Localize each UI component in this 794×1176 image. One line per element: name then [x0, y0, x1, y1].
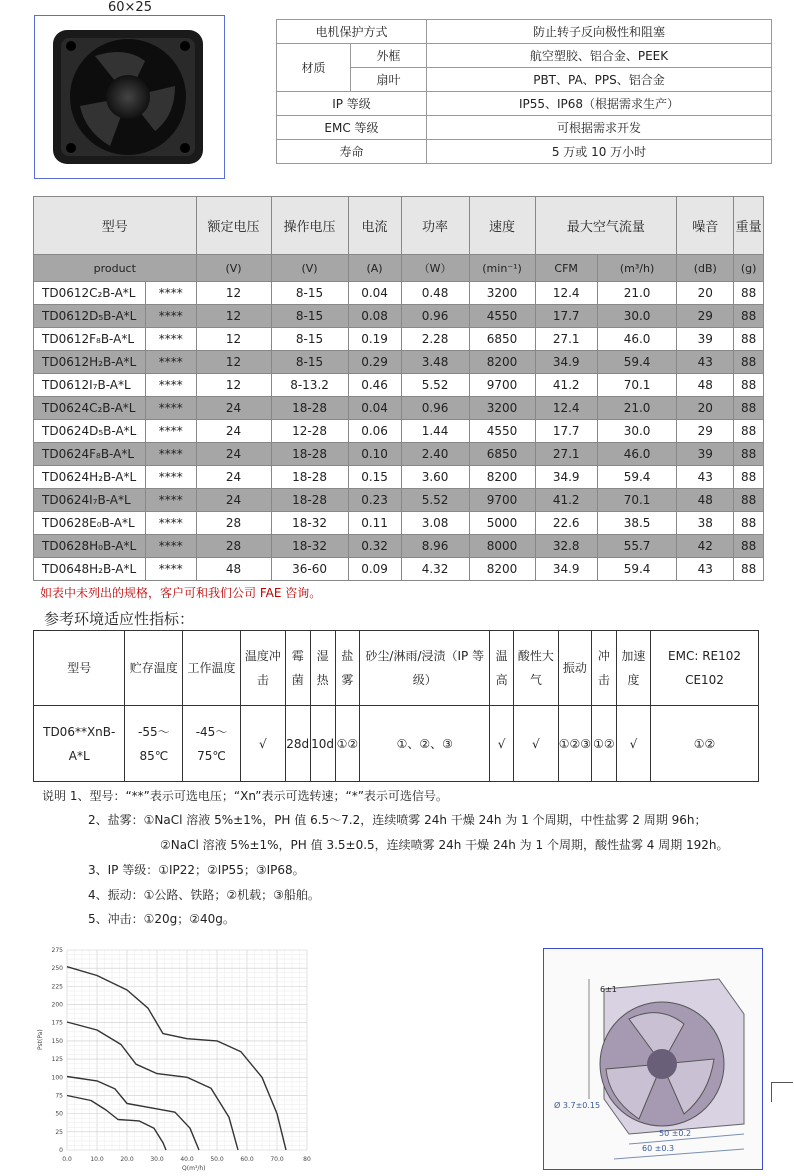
value-cell: 46.0	[597, 328, 677, 351]
value-cell: 88	[734, 558, 764, 581]
env-col: 冲击	[592, 631, 617, 706]
table-row	[34, 305, 764, 328]
env-cell: √	[240, 706, 285, 782]
value-cell: 24	[196, 420, 271, 443]
value-cell: 6850	[469, 328, 535, 351]
env-cell: 28d	[285, 706, 310, 782]
dim-60: 60 ±0.3	[642, 1144, 675, 1153]
value-cell: 30.0	[597, 305, 677, 328]
protection-table	[276, 19, 772, 164]
table-row	[34, 420, 764, 443]
value-cell: 0.32	[348, 535, 401, 558]
unit: (m³/h)	[597, 255, 677, 282]
value-cell: 24	[196, 397, 271, 420]
unit: (V)	[196, 255, 271, 282]
table-row	[34, 512, 764, 535]
value-cell: 70.1	[597, 374, 677, 397]
model-cell: TD0624C₂B-A*L	[34, 397, 146, 420]
value-cell: 21.0	[597, 397, 677, 420]
value-cell: 88	[734, 466, 764, 489]
unit: (V)	[271, 255, 348, 282]
value-cell: 3.60	[401, 466, 469, 489]
value-cell: 43	[677, 558, 734, 581]
env-cell: ①、②、③	[360, 706, 490, 782]
value-cell: 5000	[469, 512, 535, 535]
y-tick-label: 50	[55, 1110, 63, 1118]
value-cell: 17.7	[535, 305, 597, 328]
value-cell: 2.28	[401, 328, 469, 351]
value-cell: 70.1	[597, 489, 677, 512]
col-speed: 速度	[469, 197, 535, 255]
model-cell: TD0624D₅B-A*L	[34, 420, 146, 443]
value-cell: 8-15	[271, 282, 348, 305]
x-tick-label: 40.0	[180, 1156, 194, 1163]
value-cell: 55.7	[597, 535, 677, 558]
model-cell: TD0624F₈B-A*L	[34, 443, 146, 466]
code-cell: ****	[146, 351, 197, 374]
unit: (min⁻¹)	[469, 255, 535, 282]
label: EMC 等级	[277, 116, 427, 140]
value-cell: 20	[677, 397, 734, 420]
value-cell: 3.08	[401, 512, 469, 535]
value-cell: 46.0	[597, 443, 677, 466]
value-cell: 0.09	[348, 558, 401, 581]
y-tick-label: 100	[51, 1074, 63, 1082]
env-cell: -45～75℃	[183, 706, 241, 782]
value-cell: 48	[677, 374, 734, 397]
value-cell: 18-28	[271, 443, 348, 466]
value-cell: 4550	[469, 420, 535, 443]
y-tick-label: 150	[51, 1037, 63, 1045]
col-power: 功率	[401, 197, 469, 255]
value: PBT、PA、PPS、铝合金	[427, 68, 772, 92]
value-cell: 36-60	[271, 558, 348, 581]
value-cell: 88	[734, 443, 764, 466]
value-cell: 88	[734, 282, 764, 305]
col-operating-voltage: 操作电压	[271, 197, 348, 255]
y-tick-label: 225	[51, 983, 63, 991]
model-cell: TD0612C₂B-A*L	[34, 282, 146, 305]
value-cell: 12	[196, 305, 271, 328]
note-5: 5、冲击：①20g；②40g。	[88, 912, 235, 926]
code-cell: ****	[146, 443, 197, 466]
code-cell: ****	[146, 535, 197, 558]
value-cell: 12.4	[535, 282, 597, 305]
value-cell: 8200	[469, 466, 535, 489]
value: 防止转子反向极性和阻塞	[427, 20, 772, 44]
code-cell: ****	[146, 466, 197, 489]
value-cell: 0.04	[348, 282, 401, 305]
value-cell: 8-15	[271, 351, 348, 374]
value-cell: 12	[196, 351, 271, 374]
red-note: 如表中未列出的规格，客户可和我们公司 FAE 咨询。	[40, 586, 322, 600]
value-cell: 88	[734, 420, 764, 443]
value-cell: 0.15	[348, 466, 401, 489]
env-col: 振动	[558, 631, 591, 706]
value-cell: 0.46	[348, 374, 401, 397]
value-cell: 30.0	[597, 420, 677, 443]
dim-6: 6±1	[600, 985, 617, 994]
col-model: 型号	[34, 197, 197, 255]
model-cell: TD0612D₅B-A*L	[34, 305, 146, 328]
value-cell: 0.96	[401, 397, 469, 420]
col-airflow: 最大空气流量	[535, 197, 677, 255]
header-row	[34, 197, 764, 255]
env-col: 霉菌	[285, 631, 310, 706]
code-cell: ****	[146, 489, 197, 512]
value-cell: 3200	[469, 397, 535, 420]
value-cell: 17.7	[535, 420, 597, 443]
value-cell: 88	[734, 512, 764, 535]
unit: product	[34, 255, 197, 282]
value-cell: 42	[677, 535, 734, 558]
value-cell: 39	[677, 328, 734, 351]
value-cell: 28	[196, 535, 271, 558]
value-cell: 22.6	[535, 512, 597, 535]
note-3: 3、IP 等级：①IP22；②IP55；③IP68。	[88, 863, 305, 877]
value-cell: 4.32	[401, 558, 469, 581]
model-cell: TD0612H₂B-A*L	[34, 351, 146, 374]
value-cell: 9700	[469, 489, 535, 512]
value-cell: 0.29	[348, 351, 401, 374]
value-cell: 0.06	[348, 420, 401, 443]
fan-size-label: 60×25	[108, 0, 152, 15]
drawing-frame	[543, 948, 763, 1170]
value-cell: 29	[677, 420, 734, 443]
value-cell: 0.19	[348, 328, 401, 351]
label: 寿命	[277, 140, 427, 164]
value-cell: 48	[677, 489, 734, 512]
value-cell: 0.11	[348, 512, 401, 535]
x-tick-label: 70.0	[270, 1156, 284, 1163]
unit: (g)	[734, 255, 764, 282]
col-rated-voltage: 额定电压	[196, 197, 271, 255]
x-axis-label: Q(m³/h)	[182, 1165, 206, 1172]
value-cell: 8200	[469, 351, 535, 374]
value-cell: 41.2	[535, 374, 597, 397]
env-col: EMC: RE102 CE102	[651, 631, 759, 706]
value-cell: 2.40	[401, 443, 469, 466]
value-cell: 18-28	[271, 489, 348, 512]
value-cell: 12	[196, 282, 271, 305]
fan-photo	[34, 15, 225, 179]
x-tick-label: 30.0	[150, 1156, 164, 1163]
value-cell: 59.4	[597, 351, 677, 374]
note-1: 说明 1、型号：“**”表示可选电压；“Xn”表示可选转速；“*”表示可选信号。	[42, 789, 448, 803]
value-cell: 59.4	[597, 466, 677, 489]
value-cell: 27.1	[535, 328, 597, 351]
y-tick-label: 125	[51, 1056, 63, 1064]
env-header-row	[34, 631, 759, 706]
x-tick-label: 10.0	[90, 1156, 104, 1163]
env-col: 砂尘/淋雨/浸渍（IP 等级）	[360, 631, 490, 706]
value: 航空塑胶、铝合金、PEEK	[427, 44, 772, 68]
specs-table	[33, 196, 764, 581]
value-cell: 4550	[469, 305, 535, 328]
value-cell: 39	[677, 443, 734, 466]
label: IP 等级	[277, 92, 427, 116]
value-cell: 38.5	[597, 512, 677, 535]
x-tick-label: 20.0	[120, 1156, 134, 1163]
value-cell: 8-15	[271, 305, 348, 328]
value-cell: 59.4	[597, 558, 677, 581]
value-cell: 18-28	[271, 397, 348, 420]
unit: CFM	[535, 255, 597, 282]
model-cell: TD0612F₈B-A*L	[34, 328, 146, 351]
env-col: 温度冲击	[240, 631, 285, 706]
y-tick-label: 175	[51, 1019, 63, 1027]
table-row	[34, 282, 764, 305]
value-cell: 6850	[469, 443, 535, 466]
env-cell: ①②③	[558, 706, 591, 782]
env-col: 盐雾	[335, 631, 360, 706]
env-col: 温高	[490, 631, 514, 706]
value-cell: 88	[734, 374, 764, 397]
model-cell: TD0648H₂B-A*L	[34, 558, 146, 581]
env-table	[33, 630, 759, 782]
col-current: 电流	[348, 197, 401, 255]
sub-label: 外框	[351, 44, 427, 68]
value-cell: 12	[196, 374, 271, 397]
table-row	[34, 397, 764, 420]
note-2b: ②NaCl 溶液 5%±1%，PH 值 3.5±0.5，连续喷雾 24h 干燥 24h 为 1 个周期，酸性盐雾 4 周期 192h。	[160, 838, 729, 852]
value-cell: 29	[677, 305, 734, 328]
value-cell: 28	[196, 512, 271, 535]
table-row	[34, 351, 764, 374]
y-tick-label: 250	[51, 965, 63, 973]
env-cell: -55～85℃	[125, 706, 183, 782]
table-row	[34, 443, 764, 466]
y-tick-label: 25	[55, 1128, 63, 1136]
value-cell: 32.8	[535, 535, 597, 558]
x-tick-label: 60.0	[240, 1156, 254, 1163]
table-row	[34, 489, 764, 512]
value-cell: 20	[677, 282, 734, 305]
value-cell: 41.2	[535, 489, 597, 512]
label: 电机保护方式	[277, 20, 427, 44]
code-cell: ****	[146, 512, 197, 535]
value-cell: 5.52	[401, 374, 469, 397]
env-cell: ①②	[651, 706, 759, 782]
value: 可根据需求开发	[427, 116, 772, 140]
value-cell: 88	[734, 328, 764, 351]
value-cell: 34.9	[535, 351, 597, 374]
env-col: 加速度	[616, 631, 650, 706]
value-cell: 34.9	[535, 558, 597, 581]
value-cell: 18-28	[271, 466, 348, 489]
env-col: 酸性大气	[513, 631, 558, 706]
corner-mark	[771, 1082, 793, 1083]
value: IP55、IP68（根据需求生产）	[427, 92, 772, 116]
code-cell: ****	[146, 282, 197, 305]
value-cell: 12	[196, 328, 271, 351]
value-cell: 88	[734, 351, 764, 374]
y-axis-label: Pst(Pa)	[37, 1029, 44, 1050]
value-cell: 0.08	[348, 305, 401, 328]
env-cell: √	[490, 706, 514, 782]
code-cell: ****	[146, 420, 197, 443]
env-cell: √	[616, 706, 650, 782]
value-cell: 88	[734, 535, 764, 558]
y-tick-label: 75	[55, 1092, 63, 1100]
unit: (dB)	[677, 255, 734, 282]
model-cell: TD0628H₀B-A*L	[34, 535, 146, 558]
code-cell: ****	[146, 374, 197, 397]
value-cell: 8000	[469, 535, 535, 558]
env-col: 型号	[34, 631, 125, 706]
env-data-row	[34, 706, 759, 782]
corner-mark	[771, 1082, 772, 1102]
pq-chart	[34, 940, 324, 1176]
env-cell: 10d	[310, 706, 335, 782]
table-row	[34, 466, 764, 489]
value-cell: 0.48	[401, 282, 469, 305]
value-cell: 8.96	[401, 535, 469, 558]
value-cell: 88	[734, 305, 764, 328]
env-col: 贮存温度	[125, 631, 183, 706]
value-cell: 48	[196, 558, 271, 581]
sub-label: 扇叶	[351, 68, 427, 92]
y-tick-label: 0	[59, 1147, 63, 1154]
dim-50: 50 ±0.2	[659, 1129, 692, 1138]
model-cell: TD0612I₇B-A*L	[34, 374, 146, 397]
model-cell: TD0624I₇B-A*L	[34, 489, 146, 512]
value-cell: 43	[677, 351, 734, 374]
env-cell: √	[513, 706, 558, 782]
env-title: 参考环境适应性指标：	[44, 610, 195, 628]
units-row	[34, 255, 764, 282]
env-cell: ①②	[335, 706, 360, 782]
table-row	[34, 374, 764, 397]
code-cell: ****	[146, 328, 197, 351]
value-cell: 3.48	[401, 351, 469, 374]
x-tick-label: 0.0	[62, 1156, 72, 1163]
value-cell: 12.4	[535, 397, 597, 420]
note-4: 4、振动：①公路、铁路；②机载；③船舶。	[88, 888, 320, 902]
env-col: 工作温度	[183, 631, 241, 706]
col-weight: 重量	[734, 197, 764, 255]
value-cell: 24	[196, 443, 271, 466]
x-tick-label: 80	[303, 1156, 311, 1163]
value-cell: 5.52	[401, 489, 469, 512]
value-cell: 24	[196, 466, 271, 489]
value-cell: 0.10	[348, 443, 401, 466]
env-cell: ①②	[592, 706, 617, 782]
value-cell: 0.04	[348, 397, 401, 420]
value-cell: 27.1	[535, 443, 597, 466]
table-row	[34, 328, 764, 351]
value-cell: 21.0	[597, 282, 677, 305]
value-cell: 0.96	[401, 305, 469, 328]
value-cell: 3200	[469, 282, 535, 305]
value-cell: 34.9	[535, 466, 597, 489]
value: 5 万或 10 万小时	[427, 140, 772, 164]
model-cell: TD0628E₀B-A*L	[34, 512, 146, 535]
note-2: 2、盐雾：①NaCl 溶液 5%±1%，PH 值 6.5～7.2，连续喷雾 24h 干燥 24h 为 1 个周期，中性盐雾 2 周期 96h；	[88, 813, 707, 827]
value-cell: 8-13.2	[271, 374, 348, 397]
x-tick-label: 50.0	[210, 1156, 224, 1163]
value-cell: 38	[677, 512, 734, 535]
model-cell: TD0624H₂B-A*L	[34, 466, 146, 489]
value-cell: 88	[734, 489, 764, 512]
value-cell: 8200	[469, 558, 535, 581]
code-cell: ****	[146, 397, 197, 420]
col-noise: 噪音	[677, 197, 734, 255]
table-row	[34, 535, 764, 558]
unit: (A)	[348, 255, 401, 282]
value-cell: 9700	[469, 374, 535, 397]
unit: （W）	[401, 255, 469, 282]
env-col: 湿热	[310, 631, 335, 706]
value-cell: 12-28	[271, 420, 348, 443]
value-cell: 18-32	[271, 512, 348, 535]
y-tick-label: 275	[51, 947, 63, 954]
label: 材质	[277, 44, 351, 92]
value-cell: 1.44	[401, 420, 469, 443]
value-cell: 0.23	[348, 489, 401, 512]
value-cell: 8-15	[271, 328, 348, 351]
y-tick-label: 200	[51, 1001, 63, 1009]
table-row	[34, 558, 764, 581]
value-cell: 18-32	[271, 535, 348, 558]
code-cell: ****	[146, 558, 197, 581]
dim-hole: Ø 3.7±0.15	[554, 1101, 601, 1110]
value-cell: 43	[677, 466, 734, 489]
value-cell: 24	[196, 489, 271, 512]
env-cell: TD06**XnB-A*L	[34, 706, 125, 782]
value-cell: 88	[734, 397, 764, 420]
code-cell: ****	[146, 305, 197, 328]
